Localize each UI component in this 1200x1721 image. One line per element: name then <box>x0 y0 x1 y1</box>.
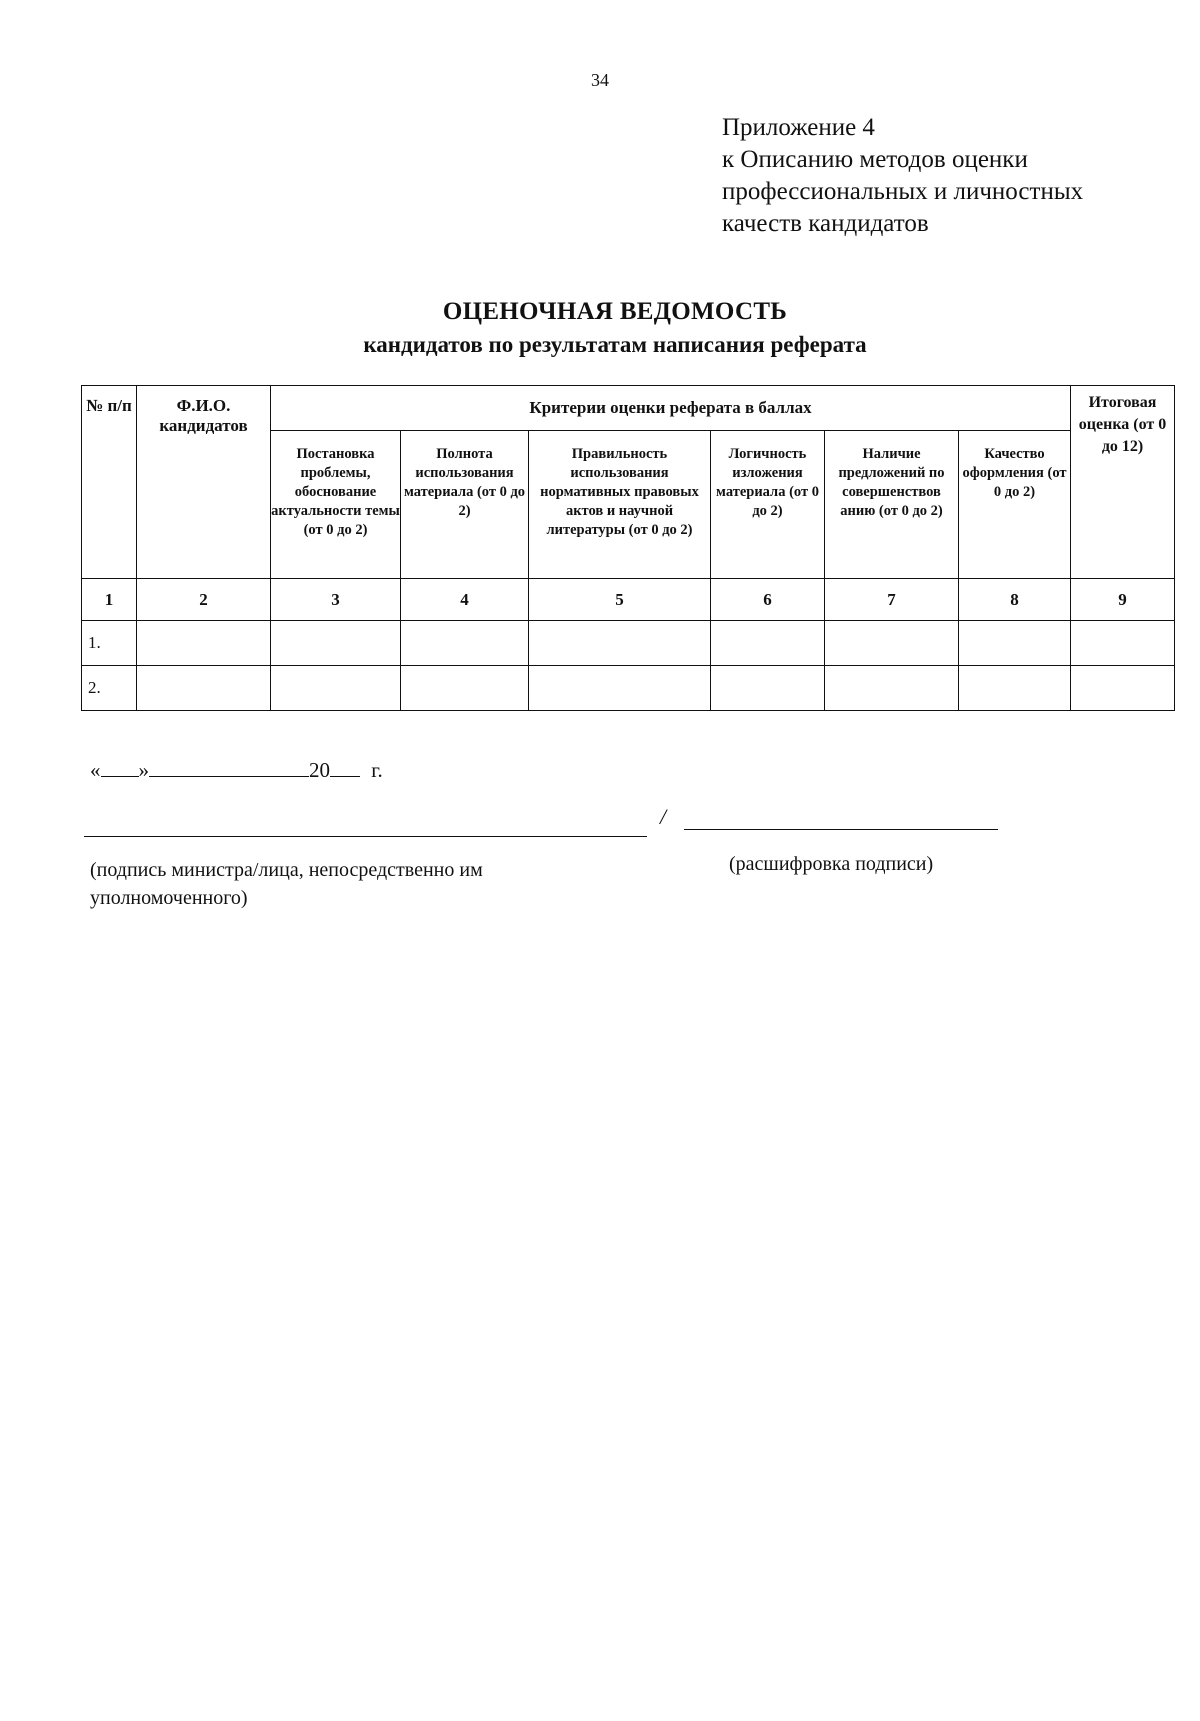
day-blank[interactable] <box>101 757 139 777</box>
signature-decode-line[interactable] <box>684 829 998 830</box>
appendix-line-4: качеств кандидатов <box>722 210 929 237</box>
year-prefix: 20 <box>309 758 330 782</box>
table-cell[interactable] <box>529 666 711 711</box>
column-number: 9 <box>1071 579 1175 621</box>
header-row-number: № п/п <box>82 386 137 579</box>
table-cell[interactable] <box>137 666 271 711</box>
table-cell[interactable] <box>711 666 825 711</box>
column-number: 8 <box>959 579 1071 621</box>
column-number: 3 <box>271 579 401 621</box>
signature-slash: / <box>660 804 667 829</box>
date-open-quote: « <box>90 758 101 782</box>
document-title: ОЦЕНОЧНАЯ ВЕДОМОСТЬ <box>442 298 788 325</box>
table-cell[interactable] <box>1071 621 1175 666</box>
header-full-name: Ф.И.О. кандидатов <box>137 386 271 579</box>
header-criterion-2: Полнота использования материала (от 0 до 2) <box>401 431 529 579</box>
header-criterion-6: Качество оформления (от 0 до 2) <box>959 431 1071 579</box>
header-criterion-1: Постановка проблемы, обоснование актуальности темы (от 0 до 2) <box>271 431 401 579</box>
table-cell[interactable] <box>271 666 401 711</box>
score-sheet-table <box>81 385 1175 711</box>
signature-decode-caption: (расшифровка подписи) <box>729 853 934 875</box>
header-criteria-group: Критерии оценки реферата в баллах <box>271 386 1071 431</box>
table-cell[interactable] <box>529 621 711 666</box>
row-number: 2. <box>82 666 137 711</box>
appendix-heading <box>722 112 1083 240</box>
table-cell[interactable] <box>959 621 1071 666</box>
date-line <box>90 757 383 783</box>
table-row <box>82 666 1175 711</box>
appendix-line-1: Приложение 4 <box>722 114 875 141</box>
date-close-quote: » <box>138 758 149 782</box>
row-number: 1. <box>82 621 137 666</box>
appendix-line-3: профессиональных и личностных <box>722 178 1084 205</box>
header-final-score: Итоговая оценка (от 0 до 12) <box>1071 386 1175 579</box>
table-cell[interactable] <box>401 666 529 711</box>
header-criterion-4: Логичность изложения материала (от 0 до 2) <box>711 431 825 579</box>
table-cell[interactable] <box>271 621 401 666</box>
table-cell[interactable] <box>825 666 959 711</box>
appendix-line-2: к Описанию методов оценки <box>722 146 1028 173</box>
page-number: 34 <box>591 70 609 90</box>
column-number: 6 <box>711 579 825 621</box>
table-cell[interactable] <box>401 621 529 666</box>
column-number: 1 <box>82 579 137 621</box>
table-row <box>82 621 1175 666</box>
year-suffix: г. <box>371 758 383 782</box>
table-cell[interactable] <box>137 621 271 666</box>
month-blank[interactable] <box>149 757 309 777</box>
year-blank[interactable] <box>330 757 360 777</box>
table-cell[interactable] <box>1071 666 1175 711</box>
table-cell[interactable] <box>711 621 825 666</box>
table-cell[interactable] <box>959 666 1071 711</box>
signature-caption: (подпись министра/лица, непосредственно им уполномоченного) <box>90 859 483 909</box>
column-number-row <box>82 579 1175 621</box>
table-cell[interactable] <box>825 621 959 666</box>
header-criterion-3: Правильность использования нормативных правовых актов и научной литературы (от 0 до 2) <box>529 431 711 579</box>
column-number: 5 <box>529 579 711 621</box>
signature-line[interactable] <box>84 836 647 837</box>
document-subtitle: кандидатов по результатам написания реферата <box>363 332 867 357</box>
header-criterion-5: Наличие предложений по совершенствов анию (от 0 до 2) <box>825 431 959 579</box>
column-number: 7 <box>825 579 959 621</box>
column-number: 4 <box>401 579 529 621</box>
column-number: 2 <box>137 579 271 621</box>
